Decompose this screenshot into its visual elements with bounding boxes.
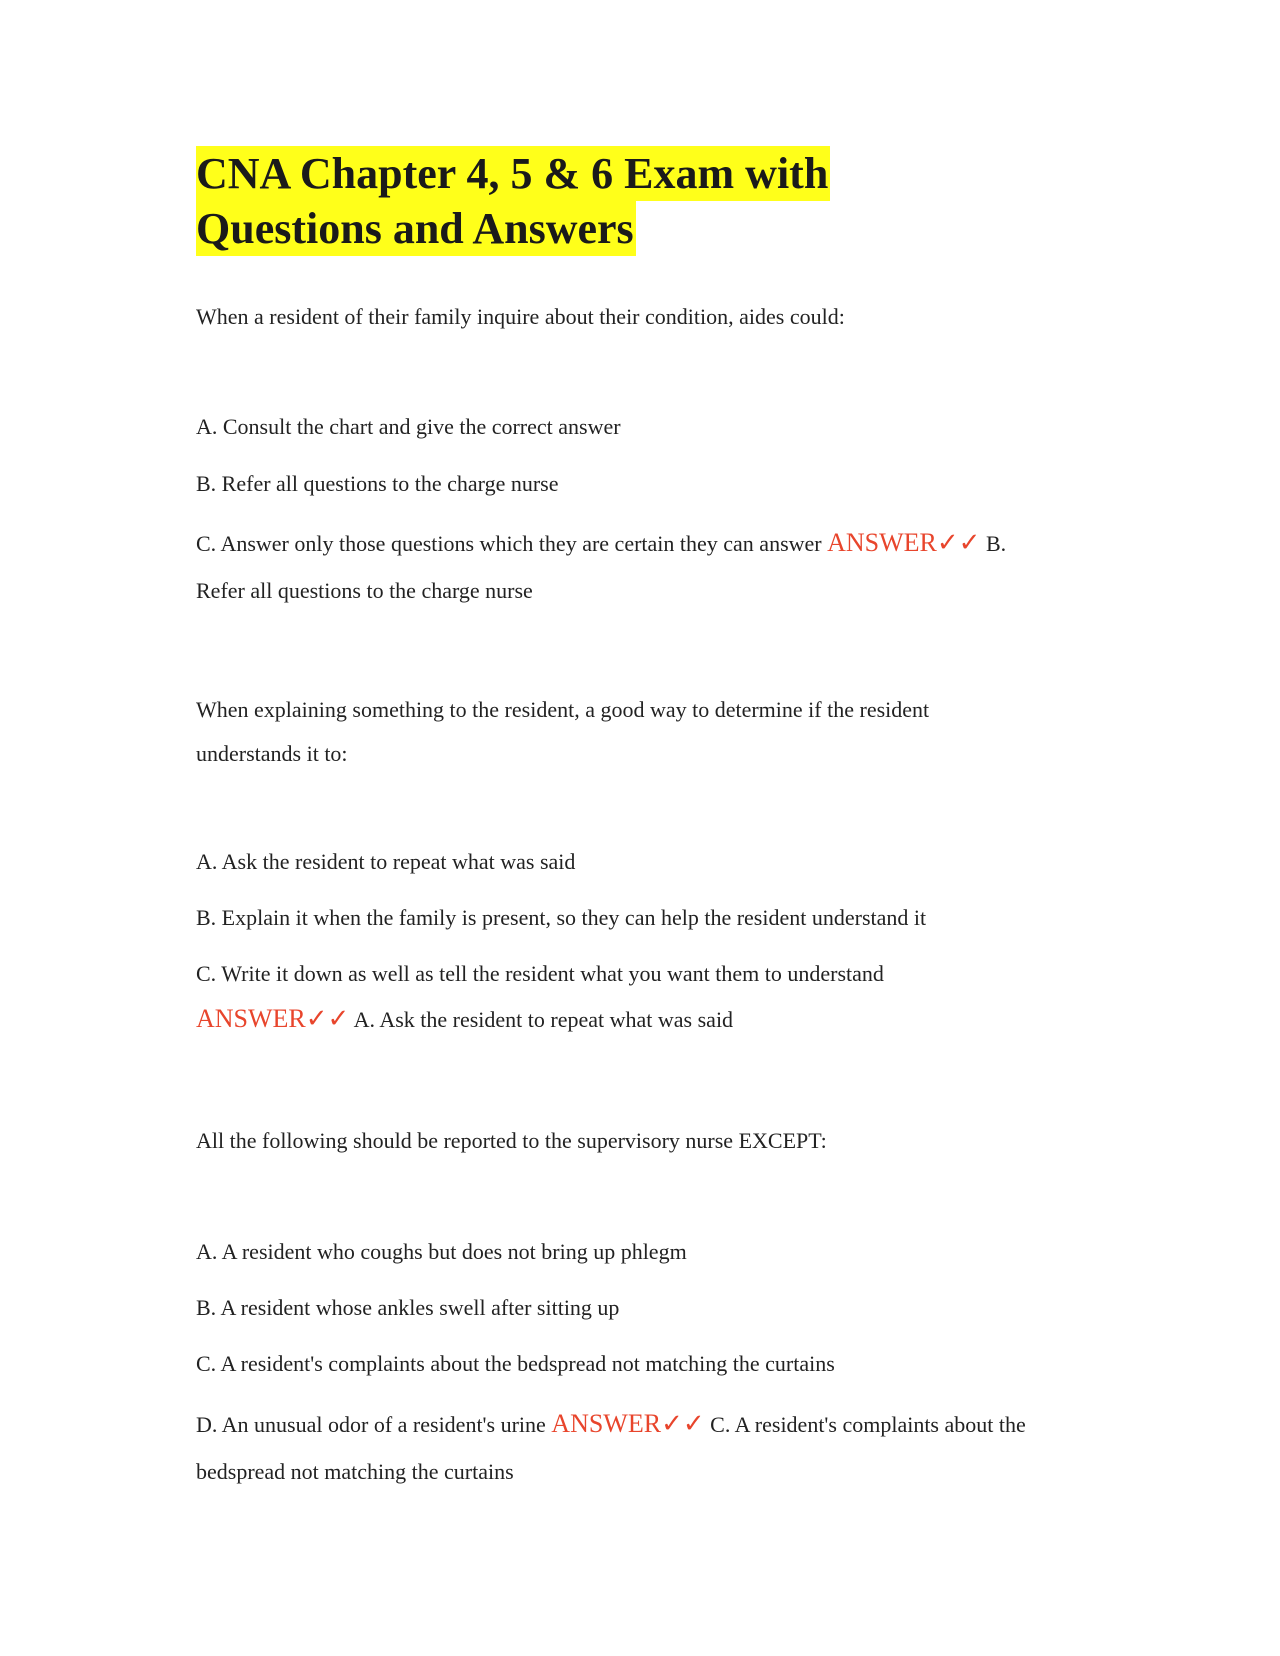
q3-option-d: D. An unusual odor of a resident's urine xyxy=(196,1412,546,1437)
q1-answer-label: ANSWER✓✓ xyxy=(827,528,981,557)
q2-option-c: C. Write it down as well as tell the resident what you want them to understand xyxy=(196,961,884,986)
q1-option-c: C. Answer only those questions which they are certain they can answer xyxy=(196,531,822,556)
q1-option-b: B. Refer all questions to the charge nurse xyxy=(196,471,559,496)
q3-option-b: B. A resident whose ankles swell after sitting up xyxy=(196,1295,620,1320)
q2-question-line-2: understands it to: xyxy=(196,741,348,766)
page-title xyxy=(196,146,956,256)
q1-answer-continued: Refer all questions to the charge nurse xyxy=(196,578,533,603)
q3-option-d-line xyxy=(196,1410,1026,1439)
q3-option-a: A. A resident who coughs but does not bring up phlegm xyxy=(196,1239,687,1264)
q3-question: All the following should be reported to the supervisory nurse EXCEPT: xyxy=(196,1128,827,1153)
q1-answer-tail: B. xyxy=(985,531,1007,556)
q3-option-c: C. A resident's complaints about the bedspread not matching the curtains xyxy=(196,1351,835,1376)
title-line-2: Questions and Answers xyxy=(196,201,636,256)
q2-answer-tail: A. Ask the resident to repeat what was said xyxy=(353,1007,734,1032)
q2-option-a: A. Ask the resident to repeat what was said xyxy=(196,849,576,874)
q2-question-line-1: When explaining something to the resident, a good way to determine if the resident xyxy=(196,697,930,722)
title-line-1: CNA Chapter 4, 5 & 6 Exam with xyxy=(196,146,830,201)
q3-answer-tail: C. A resident's complaints about the xyxy=(710,1412,1026,1437)
q3-answer-label: ANSWER✓✓ xyxy=(551,1409,705,1438)
q3-answer-continued: bedspread not matching the curtains xyxy=(196,1459,514,1484)
q1-option-c-line xyxy=(196,529,1006,558)
q2-answer-line xyxy=(196,1005,733,1034)
q2-option-b: B. Explain it when the family is present, so they can help the resident understand it xyxy=(196,905,927,930)
q2-answer-label: ANSWER✓✓ xyxy=(196,1004,350,1033)
q1-question: When a resident of their family inquire about their condition, aides could: xyxy=(196,304,845,329)
q1-option-a: A. Consult the chart and give the correct answer xyxy=(196,414,621,439)
